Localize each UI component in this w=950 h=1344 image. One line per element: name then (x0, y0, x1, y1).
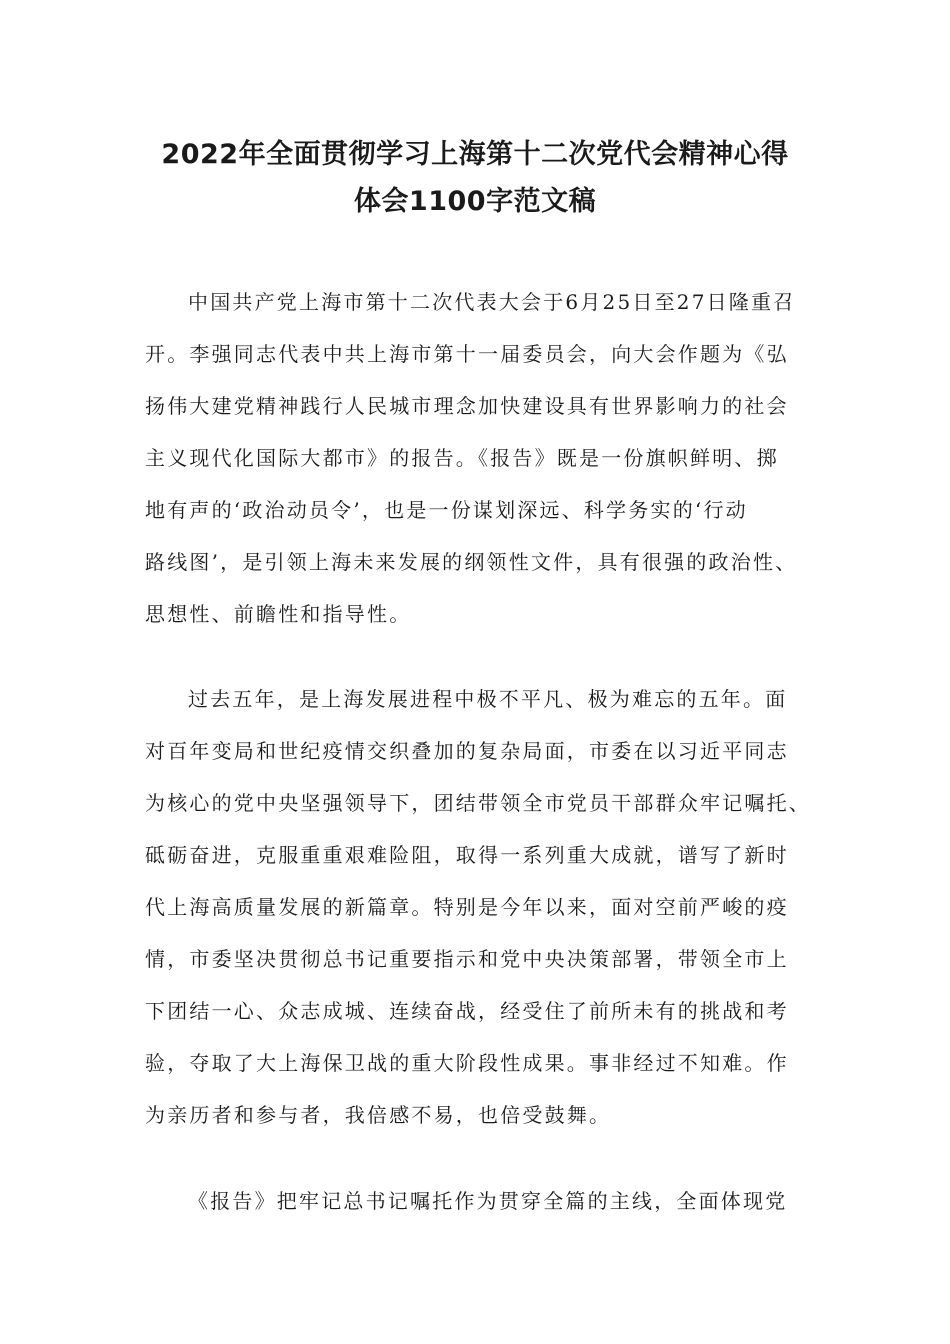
paragraph-2 (145, 673, 815, 1141)
paragraph-line: 主义现代化国际大都市》的报告。《报告》既是一份旗帜鲜明、掷 (145, 446, 779, 470)
paragraph-line: 《报告》把牢记总书记嘱托作为贯穿全篇的主线，全面体现党 (188, 1189, 788, 1213)
paragraph-line: 对百年变局和世纪疫情交织叠加的复杂局面，市委在以习近平同志 (145, 739, 789, 763)
paragraph-line: 思想性、前瞻性和指导性。 (145, 602, 412, 626)
paragraph-line: 中国共产党上海市第十二次代表大会于6月25日至27日隆重召 (188, 290, 796, 314)
document-title-line-1: 2022年全面贯彻学习上海第十二次党代会精神心得 (161, 139, 789, 170)
paragraph-line: 扬伟大建党精神践行人民城市理念加快建设具有世界影响力的社会 (145, 394, 789, 418)
paragraph-line: 过去五年，是上海发展进程中极不平凡、极为难忘的五年。面 (188, 687, 788, 711)
paragraph-1 (145, 276, 815, 640)
paragraph-line: 地有声的‘政治动员令’，也是一份谋划深远、科学务实的‘行动 (145, 498, 748, 522)
paragraph-line: 为核心的党中央坚强领导下，团结带领全市党员干部群众牢记嘱托、 (145, 791, 811, 815)
paragraph-line: 代上海高质量发展的新篇章。特别是今年以来，面对空前严峻的疫 (145, 895, 789, 919)
paragraph-line: 下团结一心、众志成城、连续奋战，经受住了前所未有的挑战和考 (145, 999, 789, 1023)
paragraph-line: 为亲历者和参与者，我倍感不易，也倍受鼓舞。 (145, 1103, 612, 1127)
paragraph-line: 情，市委坚决贯彻总书记重要指示和党中央决策部署，带领全市上 (145, 947, 789, 971)
paragraph-3 (145, 1175, 815, 1227)
paragraph-line: 开。李强同志代表中共上海市第十一届委员会，向大会作题为《弘 (145, 342, 789, 366)
document-title-line-2: 体会1100字范文稿 (353, 186, 597, 217)
paragraph-line: 路线图’，是引领上海未来发展的纲领性文件，具有很强的政治性、 (145, 550, 798, 574)
paragraph-line: 验，夺取了大上海保卫战的重大阶段性成果。事非经过不知难。作 (145, 1051, 789, 1075)
paragraph-line: 砥砺奋进，克服重重艰难险阻，取得一系列重大成就，谱写了新时 (145, 843, 789, 867)
